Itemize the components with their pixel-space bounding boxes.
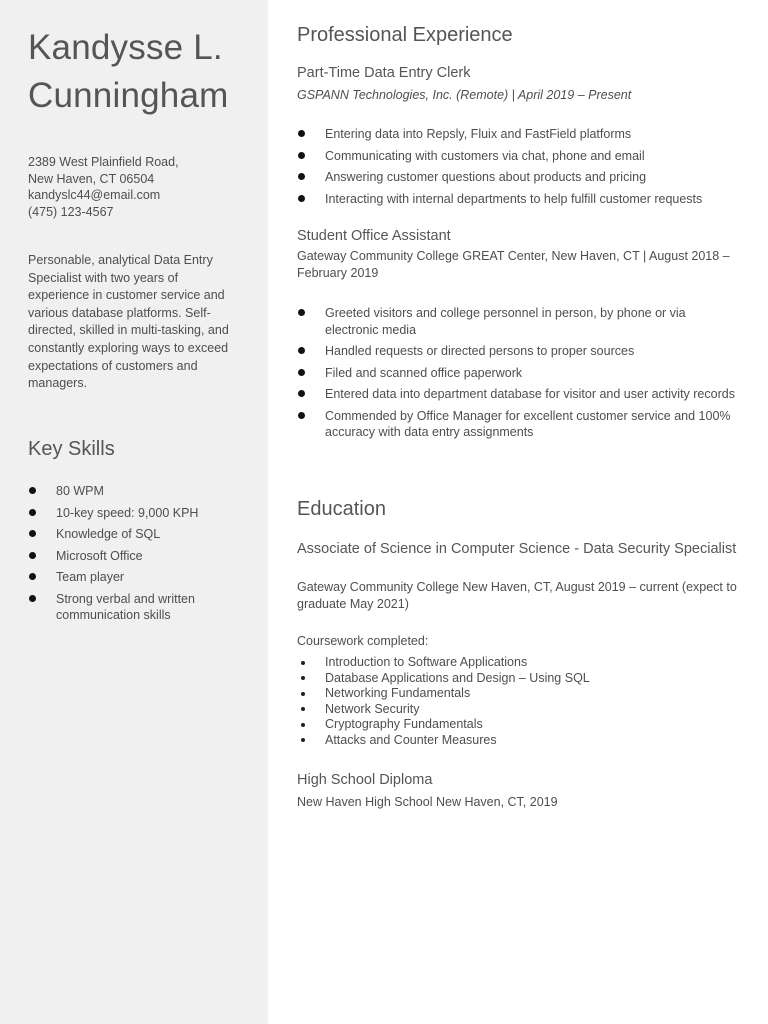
duty-item: Entered data into department database for visitor and user activity records bbox=[297, 386, 742, 403]
duty-item: Handled requests or directed persons to proper sources bbox=[297, 343, 742, 360]
email-address: kandyslc44@email.com bbox=[28, 188, 161, 202]
skill-item: Strong verbal and written communication skills bbox=[28, 591, 258, 624]
job-meta-1: GSPANN Technologies, Inc. (Remote) | April 2019 – Present bbox=[297, 88, 632, 102]
sidebar bbox=[0, 0, 268, 1024]
address-city: New Haven, CT 06504 bbox=[28, 171, 155, 186]
job-title-1: Part-Time Data Entry Clerk bbox=[297, 65, 471, 81]
name-line-2: Cunningham bbox=[28, 76, 229, 115]
coursework-label: Coursework completed: bbox=[297, 634, 429, 648]
job-title-2: Student Office Assistant bbox=[297, 228, 451, 244]
skill-item: Team player bbox=[28, 569, 258, 586]
duty-item: Interacting with internal departments to help fulfill customer requests bbox=[297, 191, 742, 208]
course-item: Cryptography Fundamentals bbox=[297, 717, 737, 733]
profile-summary: Personable, analytical Data Entry Specialist with two years of experience in customer service and various database platforms. Self-directed, skilled in multi-tasking, and constantly exploring ways to exceed expectations of customers and managers. bbox=[28, 253, 229, 391]
course-item: Introduction to Software Applications bbox=[297, 655, 737, 671]
address-street: 2389 West Plainfield Road, bbox=[28, 155, 179, 169]
job-2-duties bbox=[297, 305, 742, 446]
course-item: Database Applications and Design – Using SQL bbox=[297, 671, 737, 687]
name-line-1: Kandysse L. bbox=[28, 28, 223, 67]
skill-item: Knowledge of SQL bbox=[28, 526, 258, 543]
diploma-meta: New Haven High School New Haven, CT, 2019 bbox=[297, 795, 558, 809]
job-meta-2: Gateway Community College GREAT Center, New Haven, CT | August 2018 – February 2019 bbox=[297, 249, 730, 280]
duty-item: Communicating with customers via chat, phone and email bbox=[297, 148, 742, 165]
experience-heading: Professional Experience bbox=[297, 24, 513, 46]
candidate-name bbox=[28, 24, 263, 120]
skill-item: 80 WPM bbox=[28, 483, 258, 500]
degree-meta: Gateway Community College New Haven, CT, August 2019 – current (expect to graduate May 2021) bbox=[297, 580, 737, 611]
duty-item: Greeted visitors and college personnel in person, by phone or via electronic media bbox=[297, 305, 742, 338]
degree-title: Associate of Science in Computer Science - Data Security Specialist bbox=[297, 541, 737, 557]
diploma-title: High School Diploma bbox=[297, 772, 433, 788]
education-heading: Education bbox=[297, 498, 386, 520]
coursework-list bbox=[297, 655, 737, 749]
course-item: Networking Fundamentals bbox=[297, 686, 737, 702]
duty-item: Answering customer questions about products and pricing bbox=[297, 169, 742, 186]
phone-number: (475) 123-4567 bbox=[28, 204, 114, 219]
contact-block bbox=[28, 154, 179, 220]
skills-list bbox=[28, 483, 258, 629]
skill-item: Microsoft Office bbox=[28, 548, 258, 565]
main-content bbox=[268, 0, 768, 1024]
duty-item: Filed and scanned office paperwork bbox=[297, 365, 742, 382]
skill-item: 10-key speed: 9,000 KPH bbox=[28, 505, 258, 522]
course-item: Attacks and Counter Measures bbox=[297, 733, 737, 749]
duty-item: Commended by Office Manager for excellent customer service and 100% accuracy with data entry assignments bbox=[297, 408, 742, 441]
duty-item: Entering data into Repsly, Fluix and FastField platforms bbox=[297, 126, 742, 143]
course-item: Network Security bbox=[297, 702, 737, 718]
skills-heading: Key Skills bbox=[28, 438, 115, 460]
job-1-duties bbox=[297, 126, 742, 212]
